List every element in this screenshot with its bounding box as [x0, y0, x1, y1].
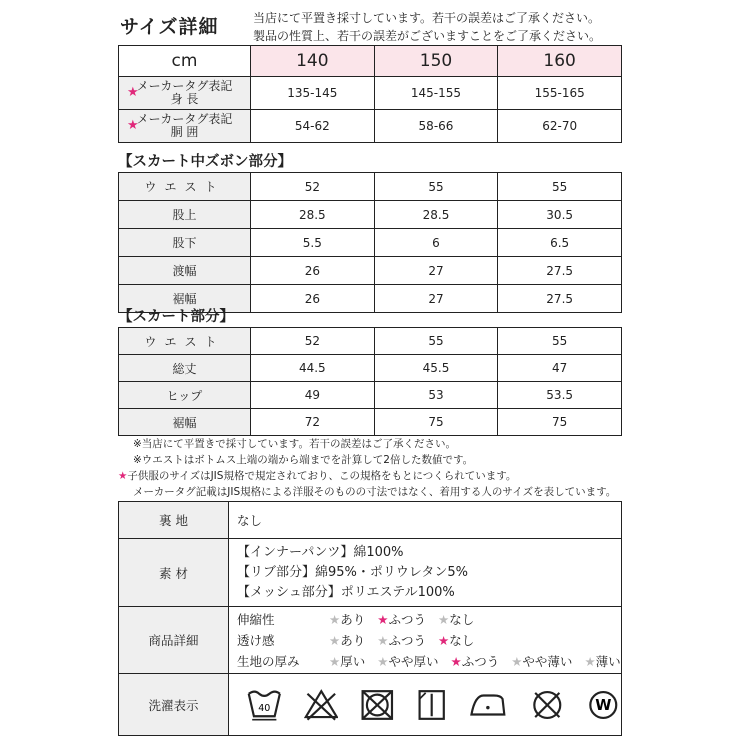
wet-clean-label: W: [595, 696, 612, 714]
cell: 62-70: [498, 110, 622, 143]
cell: 28.5: [374, 201, 498, 229]
detail-name: 透け感: [237, 633, 275, 648]
no-dry-clean-icon: [530, 686, 565, 724]
material-value: [229, 539, 622, 607]
star-icon: ★: [437, 633, 450, 648]
detail-name: 生地の厚み: [237, 654, 300, 669]
cell: 54-62: [251, 110, 375, 143]
option-label: 薄い: [595, 654, 621, 669]
cell: 58-66: [374, 110, 498, 143]
row-label: ウエスト: [119, 173, 251, 201]
star-icon: ★: [377, 612, 389, 627]
option-label: あり: [340, 633, 366, 648]
tag-waist-label: [119, 110, 251, 143]
option: [377, 652, 438, 670]
cell: 27: [374, 285, 498, 313]
cell: 6: [374, 229, 498, 257]
cell: 30.5: [498, 201, 622, 229]
cell: 26: [251, 257, 375, 285]
section-title-skirt: 【スカート部分】: [118, 309, 234, 325]
row-label: ウエスト: [119, 328, 251, 355]
note-1: ※当店にて平置きで採寸しています。若干の誤差はご了承ください。: [133, 438, 456, 450]
wash-label: 洗濯表示: [119, 674, 229, 736]
cell: 55: [498, 328, 622, 355]
lining-value: なし: [229, 502, 622, 539]
row-label: ヒップ: [119, 382, 251, 409]
option-label: やや厚い: [388, 654, 439, 669]
row-label: 裾幅: [119, 409, 251, 436]
option-selected: [450, 652, 499, 670]
wash-40-icon: [247, 686, 282, 724]
row-label: 総丈: [119, 355, 251, 382]
star-icon: ★: [437, 612, 450, 627]
option: [329, 652, 365, 670]
no-tumble-dry-icon: [360, 686, 395, 724]
size-160: 160: [498, 46, 622, 77]
tag-label: メーカータグ表記: [136, 79, 233, 93]
star-icon: ★: [127, 118, 139, 133]
star-icon: ★: [329, 633, 341, 648]
cell: 155-165: [498, 77, 622, 110]
info-table: [118, 501, 622, 736]
cell: 135-145: [251, 77, 375, 110]
star-icon: ★: [118, 470, 128, 482]
option: [329, 631, 365, 649]
cell: 47: [498, 355, 622, 382]
row-label: 裾幅: [119, 285, 251, 313]
cell: 6.5: [498, 229, 622, 257]
pants-table: [118, 172, 622, 313]
size-table: [118, 45, 622, 143]
option-label: ふつう: [461, 654, 500, 669]
detail-name: 伸縮性: [237, 612, 275, 627]
option-label: なし: [449, 612, 475, 627]
cell: 27.5: [498, 285, 622, 313]
cell: 55: [374, 173, 498, 201]
cell: 52: [251, 173, 375, 201]
page-title: サイズ詳細: [120, 16, 219, 38]
row-label: 股上: [119, 201, 251, 229]
note-3: [118, 468, 516, 483]
detail-row-stretch: [237, 610, 621, 628]
cell: 145-155: [374, 77, 498, 110]
star-icon: ★: [329, 612, 341, 627]
option-label: ふつう: [388, 612, 426, 627]
note-2: ※ウエストはボトムス上端の端から端までを計算して2倍した数値です。: [133, 454, 474, 466]
cell: 28.5: [251, 201, 375, 229]
option-label: あり: [340, 612, 366, 627]
iron-low-icon: [468, 686, 508, 724]
star-icon: ★: [127, 85, 139, 100]
skirt-table: [118, 327, 622, 436]
detail-row-sheer: [237, 631, 621, 649]
option: [511, 652, 572, 670]
option-label: ふつう: [388, 633, 426, 648]
material-label: 素 材: [119, 539, 229, 607]
wet-clean-icon: [586, 686, 621, 724]
wash-icons: [229, 674, 622, 736]
tag-height-label: [119, 77, 251, 110]
option: [329, 610, 365, 628]
option: [438, 610, 474, 628]
star-icon: ★: [450, 654, 462, 669]
star-icon: ★: [584, 654, 596, 669]
option-selected: [438, 631, 474, 649]
cell: 27: [374, 257, 498, 285]
cell: 72: [251, 409, 375, 436]
unit-cell: cm: [119, 46, 251, 77]
option: [377, 631, 426, 649]
cell: 26: [251, 285, 375, 313]
cell: 5.5: [251, 229, 375, 257]
cell: 53: [374, 382, 498, 409]
cell: 52: [251, 328, 375, 355]
cell: 75: [374, 409, 498, 436]
top-note-2: 製品の性質上、若干の誤差がございますことをご了承ください。: [253, 29, 602, 43]
star-icon: ★: [377, 654, 389, 669]
option-label: 厚い: [340, 654, 366, 669]
note-3-text: 子供服のサイズはJIS規格で規定されており、この規格をもとにつくられています。: [127, 470, 517, 482]
cell: 45.5: [374, 355, 498, 382]
size-140: 140: [251, 46, 375, 77]
tag-sub-label: 身 長: [170, 92, 199, 106]
top-note-1: 当店にて平置き採寸しています。若干の誤差はご了承ください。: [253, 11, 601, 25]
cell: 75: [498, 409, 622, 436]
cell: 55: [374, 328, 498, 355]
cell: 27.5: [498, 257, 622, 285]
material-line: 【インナーパンツ】綿100%: [237, 544, 404, 560]
material-line: 【メッシュ部分】ポリエステル100%: [237, 584, 455, 600]
cell: 55: [498, 173, 622, 201]
row-label: 股下: [119, 229, 251, 257]
lining-label: 裏 地: [119, 502, 229, 539]
cell: 49: [251, 382, 375, 409]
option: [584, 652, 620, 670]
option-label: なし: [449, 633, 475, 648]
tag-sub-label: 胴 囲: [170, 125, 199, 139]
material-line: 【リブ部分】綿95%・ポリウレタン5%: [237, 564, 468, 580]
note-4: メーカータグ記載はJIS規格による洋服そのものの寸法ではなく、着用する人のサイズを表しています。: [133, 486, 617, 498]
star-icon: ★: [511, 654, 523, 669]
section-title-pants: 【スカート中ズボン部分】: [118, 154, 292, 170]
row-label: 渡幅: [119, 257, 251, 285]
detail-row-thickness: [237, 652, 621, 670]
star-icon: ★: [329, 654, 341, 669]
details-value: [229, 607, 622, 674]
option-label: やや薄い: [522, 654, 573, 669]
cell: 44.5: [251, 355, 375, 382]
star-icon: ★: [377, 633, 389, 648]
wash-temp-label: 40: [258, 702, 271, 714]
details-label: 商品詳細: [119, 607, 229, 674]
tag-label: メーカータグ表記: [136, 112, 233, 126]
size-150: 150: [374, 46, 498, 77]
cell: 53.5: [498, 382, 622, 409]
drip-dry-icon: [417, 686, 446, 724]
option-selected: [377, 610, 426, 628]
no-bleach-icon: [304, 686, 339, 724]
